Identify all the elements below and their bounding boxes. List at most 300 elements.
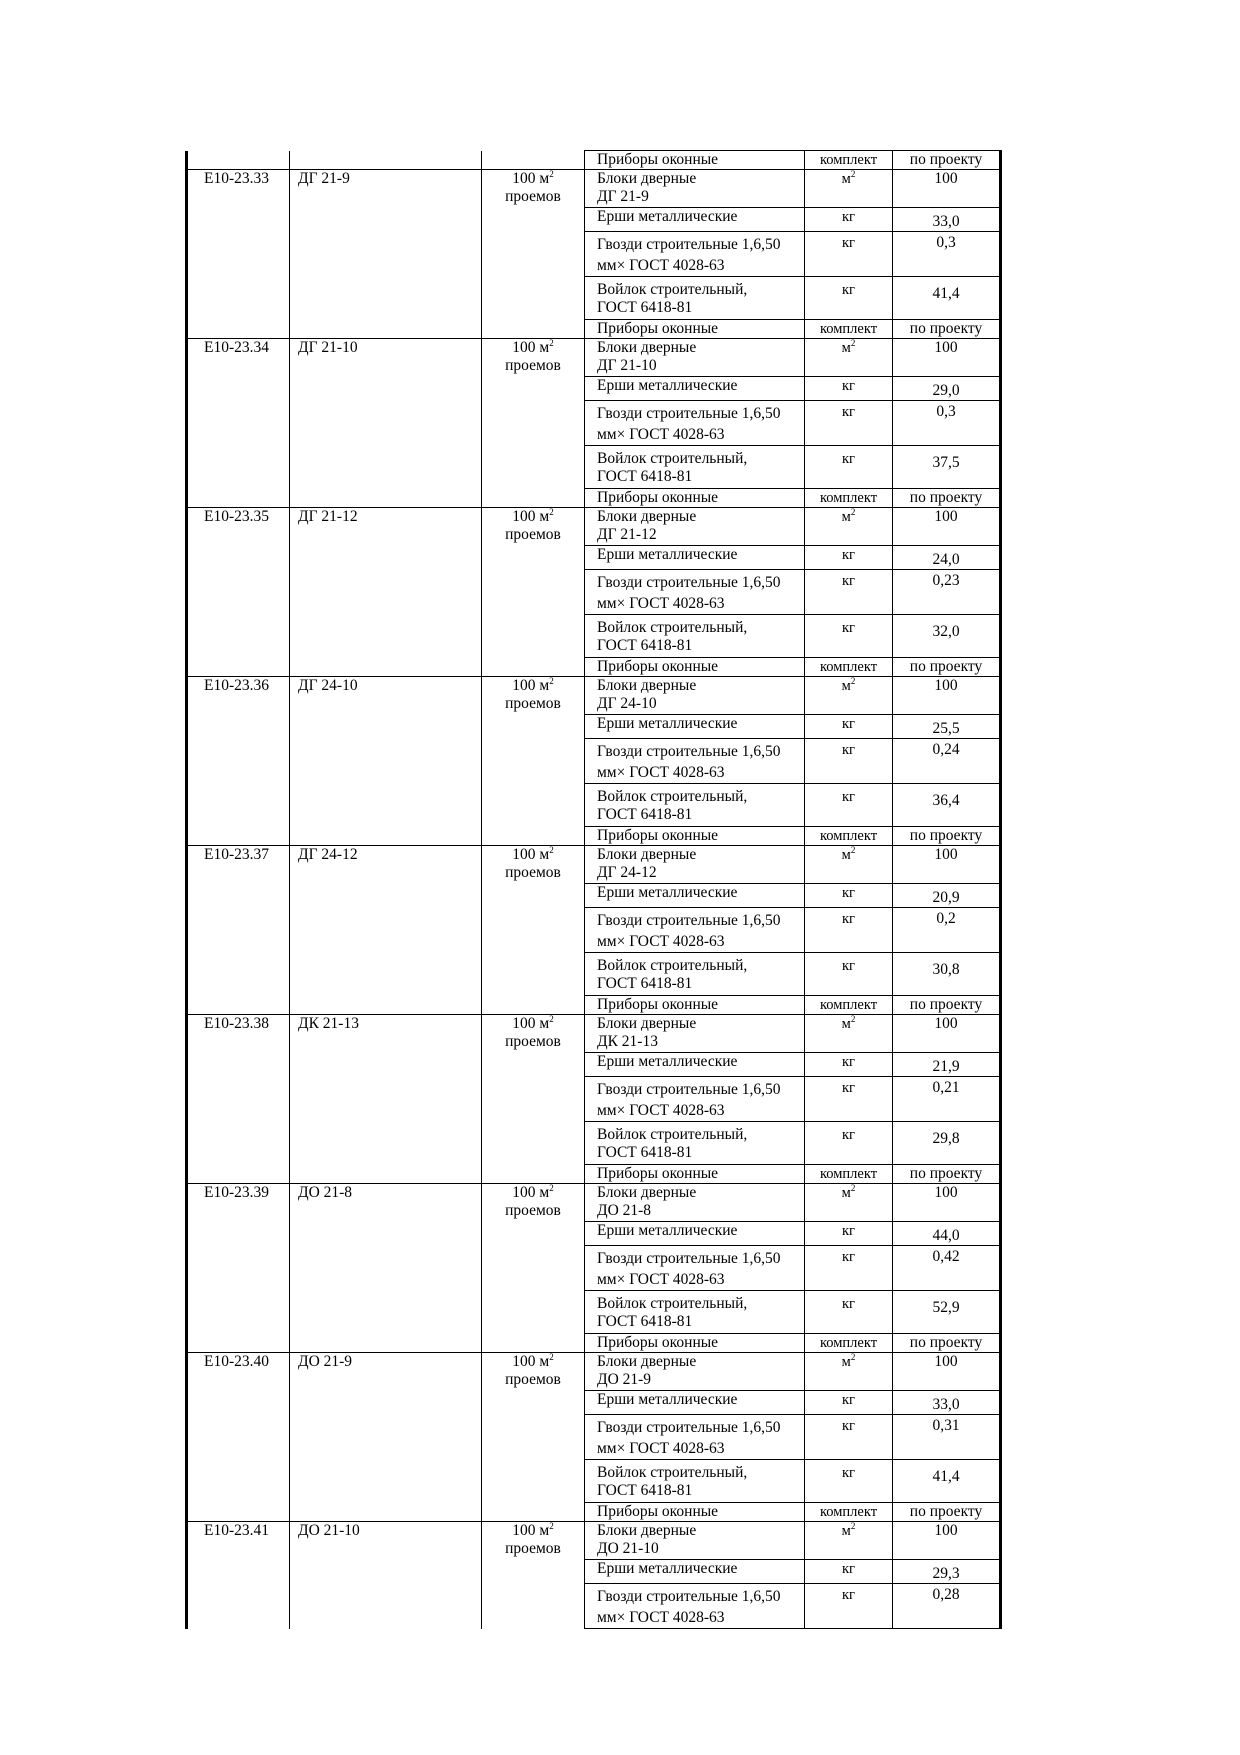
table-row: [187, 170, 1001, 208]
resource-line-2: ДО 21-9: [597, 1371, 652, 1388]
table-row: [187, 715, 1001, 739]
unit-text: кг: [842, 573, 855, 589]
resource-line-1: Гвозди строительные 1,6,50: [597, 912, 781, 929]
norms-table-body: [187, 151, 1001, 1629]
item-name: ДК 21-13: [298, 1015, 359, 1032]
unit-text: кг: [842, 1418, 855, 1434]
unit-text: кг: [842, 911, 855, 927]
unit-text: кг: [842, 1249, 855, 1265]
table-row: [187, 827, 1001, 846]
unit-cell: [805, 884, 893, 908]
quantity-cell: [893, 715, 1001, 739]
name-cell: [290, 658, 482, 677]
meter-unit-sup: 2: [549, 506, 554, 517]
meter-unit-sup: 2: [549, 1351, 554, 1362]
resource-line-2: мм× ГОСТ 4028-63: [597, 764, 725, 781]
unit-cell: [805, 715, 893, 739]
table-row: [187, 1222, 1001, 1246]
name-cell: [290, 1165, 482, 1184]
unit-cell: [805, 1077, 893, 1122]
quantity-text: 100: [934, 846, 958, 863]
unit-sup: 2: [850, 507, 856, 518]
norms-table-sheet: [185, 150, 999, 1629]
unit-cell: [805, 508, 893, 546]
quantity-text: 100: [934, 1015, 958, 1032]
quantity-cell: [893, 377, 1001, 401]
resource-cell: [585, 1584, 805, 1629]
quantity-cell: [893, 996, 1001, 1015]
item-name: ДГ 24-12: [298, 846, 358, 863]
unit-text: кг: [842, 209, 855, 225]
resource-line-2: ДГ 24-12: [597, 864, 657, 881]
unit-cell: [805, 784, 893, 827]
unit-sup: 2: [850, 1352, 856, 1363]
table-row: [187, 884, 1001, 908]
table-row: [187, 489, 1001, 508]
quantity-text: по проекту: [909, 1165, 983, 1182]
name-cell: [290, 1334, 482, 1353]
resource-line-2: ДГ 21-10: [597, 357, 657, 374]
resource-line-1: Блоки дверные: [597, 339, 697, 356]
resource-line-1: Гвозди строительные 1,6,50: [597, 1250, 781, 1267]
code-cell: [187, 784, 290, 827]
unit-text: кг: [842, 1587, 855, 1603]
quantity-cell: [893, 827, 1001, 846]
resource-line-1: Гвозди строительные 1,6,50: [597, 743, 781, 760]
name-cell: [290, 1122, 482, 1165]
resource-line-1: Гвозди строительные 1,6,50: [597, 1081, 781, 1098]
meter-unit: [490, 1015, 576, 1033]
unit-cell: [805, 1560, 893, 1584]
code-cell: [187, 739, 290, 784]
unit-cell: [805, 489, 893, 508]
meter-cell: [482, 784, 585, 827]
resource-line-1: Войлок строительный,: [597, 1295, 748, 1312]
meter-label: проемов: [505, 864, 561, 881]
quantity-cell: [893, 1122, 1001, 1165]
resource-line-1: Приборы оконные: [597, 489, 719, 506]
resource-line-1: Войлок строительный,: [597, 957, 748, 974]
resource-line-2: мм× ГОСТ 4028-63: [597, 1102, 725, 1119]
quantity-cell: [893, 739, 1001, 784]
unit-text: комплект: [819, 321, 878, 337]
code-cell: [187, 827, 290, 846]
table-row: [187, 1584, 1001, 1629]
table-row: [187, 739, 1001, 784]
quantity-text: по проекту: [909, 1334, 983, 1351]
meter-cell: [482, 1460, 585, 1503]
resource-cell: Приборы оконные: [585, 151, 805, 170]
resource-line-1: Ерши металлические: [597, 1391, 738, 1408]
unit-cell: [805, 1122, 893, 1165]
unit-cell: [805, 232, 893, 277]
unit-cell: [805, 277, 893, 320]
meter-cell: [482, 1560, 585, 1584]
meter-unit-sup: 2: [549, 168, 554, 179]
unit-text: кг: [842, 885, 855, 901]
meter-cell: [482, 1391, 585, 1415]
resource-cell: [585, 1334, 805, 1353]
item-name: ДО 21-8: [298, 1184, 353, 1201]
name-cell: [290, 1415, 482, 1460]
unit-cell: [805, 546, 893, 570]
norm-code: Е10-23.37: [204, 846, 270, 863]
norm-code: Е10-23.36: [204, 677, 270, 694]
quantity-cell: [893, 1222, 1001, 1246]
table-row: [187, 784, 1001, 827]
quantity-text: 30,8: [932, 961, 960, 978]
resource-line-1: Войлок строительный,: [597, 1126, 748, 1143]
table-row: [187, 1560, 1001, 1584]
table-row: [187, 546, 1001, 570]
quantity-cell: [893, 401, 1001, 446]
meter-cell: [482, 1522, 585, 1560]
resource-cell: [585, 277, 805, 320]
resource-line-1: Блоки дверные: [597, 846, 697, 863]
unit-sup: 2: [850, 338, 856, 349]
meter-cell: [482, 277, 585, 320]
meter-cell: [482, 1415, 585, 1460]
meter-unit-text: 100 м: [512, 170, 550, 187]
unit-cell: [805, 1222, 893, 1246]
quantity-text: 21,9: [932, 1058, 960, 1075]
quantity-text: 44,0: [932, 1227, 960, 1244]
quantity-text: 100: [934, 339, 958, 356]
unit-text: м: [841, 171, 851, 187]
meter-cell: [482, 615, 585, 658]
meter-cell: [482, 446, 585, 489]
norms-table: [185, 150, 1002, 1629]
quantity-text: 100: [934, 677, 958, 694]
resource-cell: [585, 401, 805, 446]
unit-cell: [805, 1391, 893, 1415]
code-cell: [187, 1415, 290, 1460]
resource-line-2: ГОСТ 6418-81: [597, 299, 693, 316]
table-row: [187, 1077, 1001, 1122]
quantity-cell: [893, 884, 1001, 908]
unit-text: кг: [842, 378, 855, 394]
table-row: [187, 446, 1001, 489]
code-cell: [187, 320, 290, 339]
resource-line-1: Ерши металлические: [597, 884, 738, 901]
table-row: [187, 1291, 1001, 1334]
quantity-text: 33,0: [932, 1396, 960, 1413]
code-cell: [187, 1522, 290, 1560]
unit-text: кг: [842, 1080, 855, 1096]
resource-cell: [585, 1184, 805, 1222]
meter-cell: [482, 377, 585, 401]
resource-cell: [585, 1353, 805, 1391]
resource-line-2: мм× ГОСТ 4028-63: [597, 1609, 725, 1626]
resource-line-1: Приборы оконные: [597, 827, 719, 844]
quantity-text: 0,23: [932, 572, 960, 589]
resource-line-1: Блоки дверные: [597, 1353, 697, 1370]
unit-text: комплект: [819, 490, 878, 506]
resource-cell: [585, 953, 805, 996]
quantity-text: по проекту: [909, 827, 983, 844]
code-cell: [187, 1391, 290, 1415]
name-cell: [290, 1522, 482, 1560]
quantity-text: 0,2: [936, 910, 956, 927]
resource-cell: [585, 1460, 805, 1503]
resource-cell: [585, 1415, 805, 1460]
resource-line-1: Ерши металлические: [597, 1222, 738, 1239]
meter-unit: [490, 1353, 576, 1371]
unit-cell: [805, 377, 893, 401]
unit-text: комплект: [819, 828, 878, 844]
unit-text: кг: [842, 1054, 855, 1070]
name-cell: [290, 1584, 482, 1629]
name-cell: [290, 846, 482, 884]
unit-cell: [805, 1415, 893, 1460]
meter-unit-text: 100 м: [512, 339, 550, 356]
meter-cell: [482, 401, 585, 446]
unit-text: комплект: [819, 1504, 878, 1520]
name-cell: [290, 615, 482, 658]
code-cell: [187, 170, 290, 208]
code-cell: [187, 658, 290, 677]
unit-cell: [805, 339, 893, 377]
meter-cell: [482, 996, 585, 1015]
unit-text: кг: [842, 716, 855, 732]
unit-cell: [805, 1246, 893, 1291]
resource-cell: [585, 1391, 805, 1415]
code-cell: [187, 1165, 290, 1184]
unit-cell: [805, 827, 893, 846]
code-cell: [187, 1503, 290, 1522]
resource-cell: [585, 570, 805, 615]
meter-cell: [482, 884, 585, 908]
unit-cell: [805, 1184, 893, 1222]
name-cell: [290, 739, 482, 784]
norm-code: Е10-23.35: [204, 508, 270, 525]
meter-cell: [482, 827, 585, 846]
quantity-cell: [893, 1503, 1001, 1522]
resource-cell: [585, 446, 805, 489]
resource-line-1: Гвозди строительные 1,6,50: [597, 405, 781, 422]
table-row: [187, 615, 1001, 658]
code-cell: [187, 208, 290, 232]
meter-cell: [482, 546, 585, 570]
code-cell: [187, 1291, 290, 1334]
item-name: ДО 21-9: [298, 1353, 353, 1370]
table-row: [187, 658, 1001, 677]
quantity-cell: [893, 1015, 1001, 1053]
resource-line-1: Ерши металлические: [597, 1053, 738, 1070]
quantity-text: 24,0: [932, 551, 960, 568]
name-cell: [290, 446, 482, 489]
code-cell: [187, 1184, 290, 1222]
code-cell: [187, 1560, 290, 1584]
meter-cell: [482, 1053, 585, 1077]
code-cell: [187, 1122, 290, 1165]
name-cell: [290, 1560, 482, 1584]
meter-cell: [482, 1122, 585, 1165]
resource-line-2: ДГ 21-9: [597, 188, 649, 205]
resource-line-1: Войлок строительный,: [597, 450, 748, 467]
name-cell: [290, 1460, 482, 1503]
quantity-cell: [893, 1460, 1001, 1503]
resource-line-2: мм× ГОСТ 4028-63: [597, 257, 725, 274]
meter-unit: [490, 339, 576, 357]
quantity-text: 29,0: [932, 382, 960, 399]
unit-cell: комплект: [805, 151, 893, 170]
resource-cell: [585, 1291, 805, 1334]
resource-line-2: ГОСТ 6418-81: [597, 1482, 693, 1499]
resource-cell: [585, 784, 805, 827]
resource-line-1: Войлок строительный,: [597, 619, 748, 636]
meter-unit: [490, 1522, 576, 1540]
meter-label: проемов: [505, 695, 561, 712]
unit-sup: 2: [850, 1521, 856, 1532]
meter-unit-sup: 2: [549, 844, 554, 855]
code-cell: [187, 339, 290, 377]
code-cell: [187, 232, 290, 277]
unit-text: кг: [842, 958, 855, 974]
resource-line-1: Приборы оконные: [597, 1503, 719, 1520]
meter-cell: [482, 489, 585, 508]
quantity-cell: [893, 170, 1001, 208]
table-row: [187, 401, 1001, 446]
code-cell: [187, 377, 290, 401]
quantity-text: 25,5: [932, 720, 960, 737]
code-cell: [187, 546, 290, 570]
name-cell: [290, 377, 482, 401]
quantity-text: 100: [934, 1184, 958, 1201]
norm-code: Е10-23.33: [204, 170, 270, 187]
quantity-text: 20,9: [932, 889, 960, 906]
quantity-text: 29,3: [932, 1565, 960, 1582]
name-cell: [290, 1391, 482, 1415]
meter-cell: [482, 232, 585, 277]
quantity-cell: [893, 677, 1001, 715]
meter-unit-text: 100 м: [512, 508, 550, 525]
name-cell: [290, 570, 482, 615]
meter-cell: [482, 208, 585, 232]
norm-code: Е10-23.38: [204, 1015, 270, 1032]
table-row: [187, 320, 1001, 339]
resource-cell: [585, 908, 805, 953]
quantity-cell: [893, 1353, 1001, 1391]
meter-unit-sup: 2: [549, 675, 554, 686]
name-cell: [290, 232, 482, 277]
quantity-cell: [893, 1560, 1001, 1584]
resource-cell: [585, 658, 805, 677]
item-name: ДГ 21-10: [298, 339, 358, 356]
code-cell: [187, 715, 290, 739]
item-name: ДГ 21-9: [298, 170, 350, 187]
meter-cell: [482, 908, 585, 953]
quantity-cell: [893, 508, 1001, 546]
name-cell: [290, 677, 482, 715]
meter-cell: [482, 715, 585, 739]
quantity-cell: [893, 953, 1001, 996]
resource-cell: [585, 508, 805, 546]
name-cell: [290, 208, 482, 232]
quantity-text: по проекту: [909, 320, 983, 337]
meter-cell: [482, 677, 585, 715]
resource-line-1: Войлок строительный,: [597, 281, 748, 298]
table-row: [187, 277, 1001, 320]
unit-cell: [805, 908, 893, 953]
quantity-cell: [893, 546, 1001, 570]
quantity-cell: [893, 784, 1001, 827]
quantity-cell: [893, 1391, 1001, 1415]
meter-cell: [482, 1184, 585, 1222]
resource-line-2: ГОСТ 6418-81: [597, 637, 693, 654]
resource-line-1: Приборы оконные: [597, 996, 719, 1013]
meter-cell: [482, 1291, 585, 1334]
quantity-cell: [893, 232, 1001, 277]
name-cell: [290, 489, 482, 508]
name-cell: [290, 784, 482, 827]
resource-line-1: Войлок строительный,: [597, 1464, 748, 1481]
table-row: [187, 1015, 1001, 1053]
quantity-text: 100: [934, 508, 958, 525]
table-row: [187, 377, 1001, 401]
resource-cell: [585, 208, 805, 232]
resource-line-2: ДГ 24-10: [597, 695, 657, 712]
meter-cell: [482, 1503, 585, 1522]
code-cell: [187, 489, 290, 508]
quantity-text: по проекту: [909, 489, 983, 506]
meter-cell: [482, 570, 585, 615]
resource-cell: [585, 996, 805, 1015]
code-cell: [187, 1053, 290, 1077]
quantity-cell: [893, 277, 1001, 320]
meter-cell: [482, 1015, 585, 1053]
resource-line-1: Войлок строительный,: [597, 788, 748, 805]
quantity-cell: [893, 570, 1001, 615]
quantity-cell: [893, 1184, 1001, 1222]
unit-cell: [805, 570, 893, 615]
resource-line-2: ГОСТ 6418-81: [597, 1313, 693, 1330]
item-name: ДО 21-10: [298, 1522, 360, 1539]
resource-line-2: ДО 21-10: [597, 1540, 659, 1557]
unit-text: комплект: [819, 1166, 878, 1182]
unit-text: кг: [842, 451, 855, 467]
name-cell: [290, 339, 482, 377]
meter-cell: [482, 320, 585, 339]
meter-unit-sup: 2: [549, 1182, 554, 1193]
meter-label: проемов: [505, 1033, 561, 1050]
meter-unit-text: 100 м: [512, 846, 550, 863]
unit-text: м: [841, 509, 851, 525]
quantity-text: 0,28: [932, 1586, 960, 1603]
name-cell: [290, 320, 482, 339]
quantity-text: 0,31: [932, 1417, 960, 1434]
table-row: [187, 1246, 1001, 1291]
unit-text: м: [841, 1185, 851, 1201]
unit-cell: [805, 1522, 893, 1560]
meter-unit-text: 100 м: [512, 1522, 550, 1539]
unit-cell: [805, 320, 893, 339]
resource-line-1: Ерши металлические: [597, 715, 738, 732]
code-cell: [187, 1334, 290, 1353]
unit-cell: [805, 1460, 893, 1503]
meter-cell: [482, 739, 585, 784]
resource-line-1: Ерши металлические: [597, 546, 738, 563]
resource-cell: [585, 1246, 805, 1291]
quantity-text: 0,24: [932, 741, 960, 758]
table-row: [187, 1522, 1001, 1560]
table-row: [187, 1165, 1001, 1184]
quantity-cell: [893, 1334, 1001, 1353]
quantity-cell: [893, 1077, 1001, 1122]
meter-label: проемов: [505, 526, 561, 543]
resource-line-1: Гвозди строительные 1,6,50: [597, 1588, 781, 1605]
resource-line-1: Приборы оконные: [597, 1334, 719, 1351]
